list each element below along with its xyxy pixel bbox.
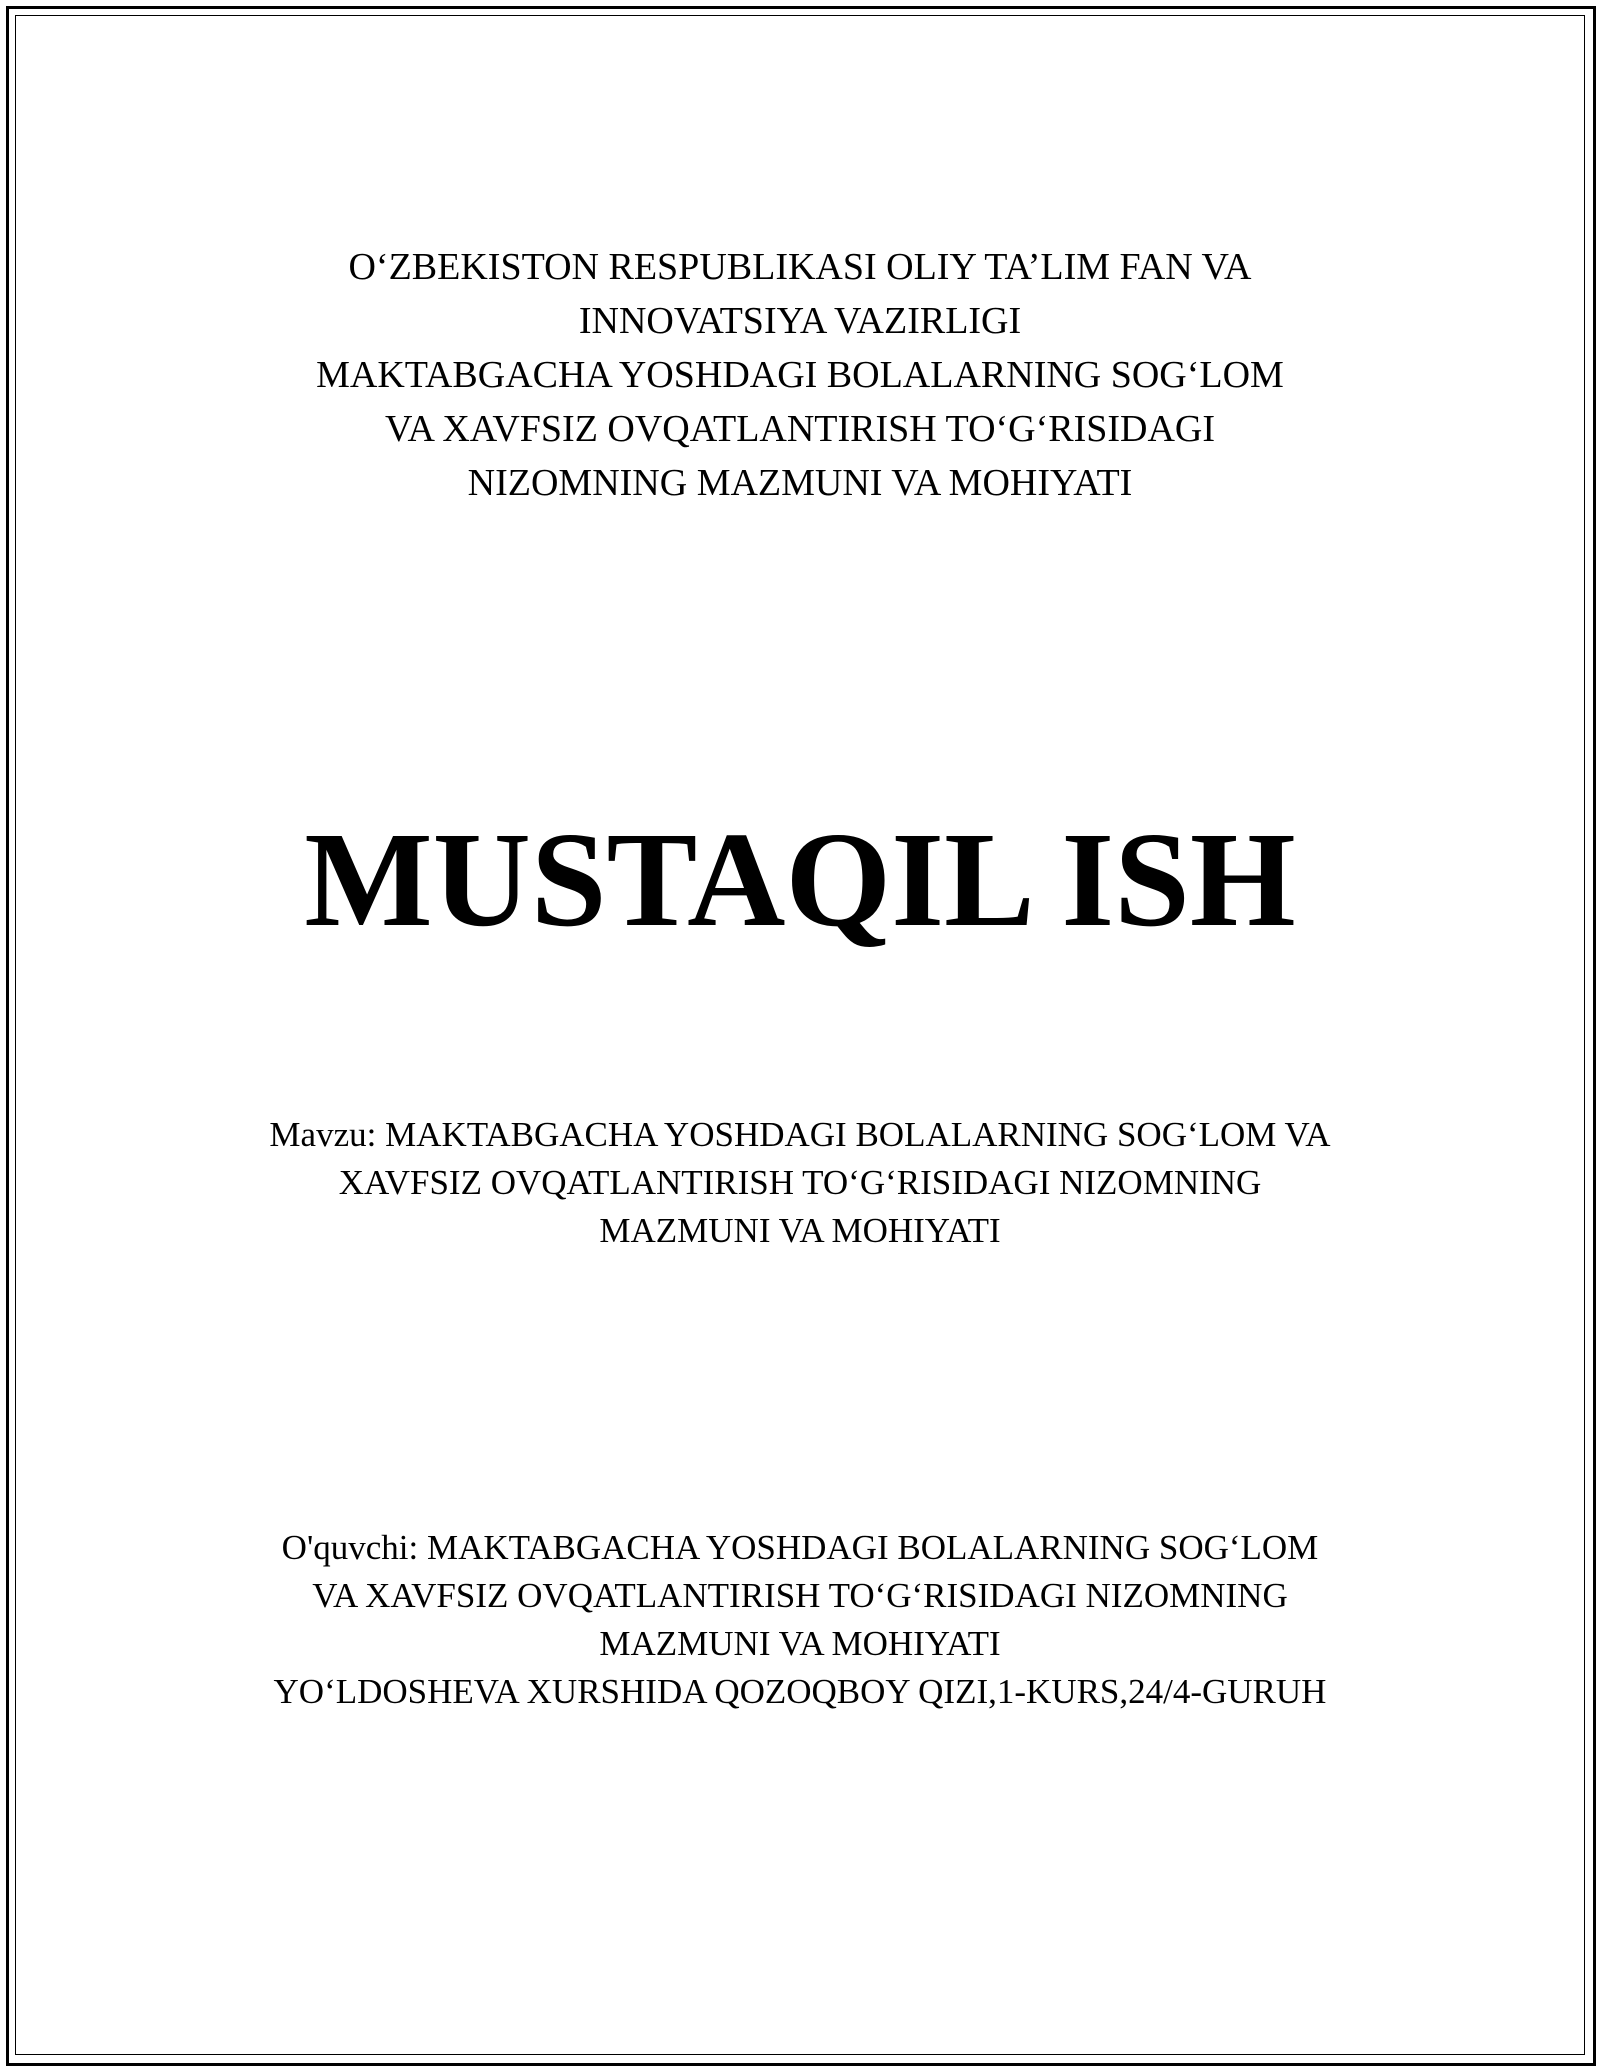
student-section — [0, 1524, 1600, 1716]
student-name-line: YO‘LDOSHEVA XURSHIDA QOZOQBOY QIZI,1-KURS,24/4-GURUH — [273, 1672, 1327, 1711]
student-line: O'quvchi: MAKTABGACHA YOSHDAGI BOLALARNING SOG‘LOM — [281, 1528, 1319, 1567]
ministry-header — [0, 240, 1600, 510]
topic-line: Mavzu: MAKTABGACHA YOSHDAGI BOLALARNING SOG‘LOM VA — [269, 1115, 1331, 1154]
student-line: MAZMUNI VA MOHIYATI — [599, 1624, 1001, 1663]
header-line: INNOVATSIYA VAZIRLIGI — [578, 300, 1022, 342]
topic-line: XAVFSIZ OVQATLANTIRISH TO‘G‘RISIDAGI NIZOMNING — [338, 1163, 1262, 1202]
header-line: MAKTABGACHA YOSHDAGI BOLALARNING SOG‘LOM — [316, 354, 1284, 396]
header-line: VA XAVFSIZ OVQATLANTIRISH TO‘G‘RISIDAGI — [384, 408, 1216, 450]
topic-line: MAZMUNI VA MOHIYATI — [599, 1211, 1001, 1250]
header-line: O‘ZBEKISTON RESPUBLIKASI OLIY TA’LIM FAN VA — [348, 246, 1252, 288]
document-title: MUSTAQIL ISH — [304, 805, 1296, 955]
header-line: NIZOMNING MAZMUNI VA MOHIYATI — [467, 462, 1133, 504]
student-line: VA XAVFSIZ OVQATLANTIRISH TO‘G‘RISIDAGI NIZOMNING — [312, 1576, 1288, 1615]
topic-section — [0, 1111, 1600, 1255]
